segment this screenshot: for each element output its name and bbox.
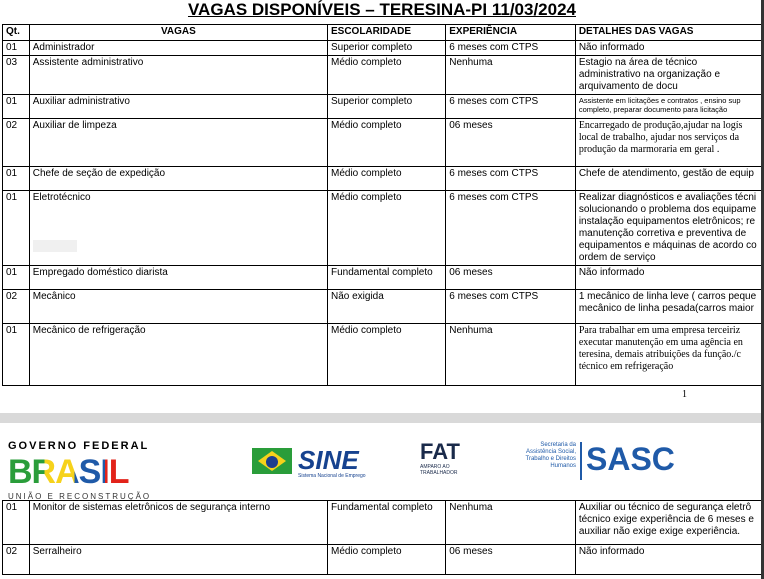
page-break: [0, 413, 764, 423]
header-qt: Qt.: [3, 25, 30, 41]
cell-detalhes: Não informado: [575, 545, 761, 575]
cell-detalhes: Assistente em licitações e contratos , ensino sup completo, preparar documento para licitação: [575, 95, 761, 119]
cell-vaga-text: Eletrotécnico: [32, 192, 91, 203]
cell-detalhes: Para trabalhar em uma empresa terceiriz executar manutenção em uma agência en teresina, demais atribuições da função./c técnico em refrigeração: [575, 324, 761, 386]
cell-detalhes: Estagio na área de técnico administrativo na organização e arquivamento de docu: [575, 56, 761, 95]
cell-vaga: Administrador: [29, 41, 327, 56]
sine-text: SINE: [298, 445, 359, 475]
table-row: [3, 95, 762, 119]
vacancies-table-page-2: [2, 500, 762, 575]
cell-escolaridade: Não exigida: [327, 290, 445, 324]
brasil-logo: [8, 454, 129, 490]
sasc-text: SASC: [586, 441, 675, 477]
header-detalhes: DETALHES DAS VAGAS: [575, 25, 761, 41]
header-experiencia: EXPERIÊNCIA: [446, 25, 576, 41]
cell-escolaridade: Médio completo: [327, 191, 445, 266]
cell-escolaridade: Médio completo: [327, 167, 445, 191]
cell-detalhes: Realizar diagnósticos e avaliações técni solucionando o problema dos equipame instalação equipamentos eletrônicos; re manutenção corretiva e preventiva de equipamentos e máquinas de acordo co ordem de serviço: [575, 191, 761, 266]
sine-sub: Sistema Nacional de Emprego: [298, 473, 366, 479]
cell-experiencia: 6 meses com CTPS: [446, 191, 576, 266]
cell-qt: 01: [3, 191, 30, 266]
cell-escolaridade: Médio completo: [327, 545, 445, 575]
table-row: [3, 266, 762, 290]
sasc-logo: [512, 440, 675, 484]
cell-detalhes: Auxiliar ou técnico de segurança eletrô técnico exige experiência de 6 meses e auxiliar não exige exige experiência.: [575, 501, 761, 545]
cell-vaga: Auxiliar de limpeza: [29, 119, 327, 167]
cell-detalhes: 1 mecânico de linha leve ( carros peque mecânico de linha pesada(carros maior: [575, 290, 761, 324]
cell-qt: 01: [3, 95, 30, 119]
table-row: [3, 41, 762, 56]
header-vagas: VAGAS: [29, 25, 327, 41]
cell-vaga: Assistente administrativo: [29, 56, 327, 95]
uniao-label: UNIÃO E RECONSTRUÇÃO: [8, 492, 152, 501]
cell-vaga: Empregado doméstico diarista: [29, 266, 327, 290]
page-title: VAGAS DISPONÍVEIS – TERESINA-PI 11/03/2024: [187, 0, 576, 19]
cell-experiencia: Nenhuma: [446, 324, 576, 386]
cell-qt: 01: [3, 324, 30, 386]
cell-vaga: Auxiliar administrativo: [29, 95, 327, 119]
page-number: 1: [682, 389, 687, 400]
cell-vaga: Serralheiro: [29, 545, 327, 575]
vacancies-table: [2, 24, 762, 386]
cell-experiencia: 06 meses: [446, 545, 576, 575]
cell-qt: 01: [3, 266, 30, 290]
table-row: [3, 119, 762, 167]
cell-qt: 02: [3, 290, 30, 324]
brasil-logo-text: BRASIL: [8, 453, 129, 491]
cell-escolaridade: Médio completo: [327, 324, 445, 386]
cell-experiencia: Nenhuma: [446, 501, 576, 545]
cell-experiencia: 06 meses: [446, 119, 576, 167]
header-escolaridade: ESCOLARIDADE: [327, 25, 445, 41]
table-row: [3, 501, 762, 545]
cell-detalhes: Encarregado de produção,ajudar na logís local de trabalho, ajudar nos serviços da produção da marmoraria em geral .: [575, 119, 761, 167]
cell-qt: 01: [3, 41, 30, 56]
cell-experiencia: 6 meses com CTPS: [446, 95, 576, 119]
cell-detalhes: Não informado: [575, 41, 761, 56]
cell-escolaridade: Médio completo: [327, 119, 445, 167]
cell-vaga: Monitor de sistemas eletrônicos de segurança interno: [29, 501, 327, 545]
fat-sub: AMPARO AO TRABALHADOR: [420, 464, 458, 476]
cell-escolaridade: Superior completo: [327, 41, 445, 56]
table-row: [3, 191, 762, 266]
logo-header: [0, 432, 764, 500]
cell-escolaridade: Superior completo: [327, 95, 445, 119]
gov-label: GOVERNO FEDERAL: [8, 440, 150, 452]
cell-escolaridade: Fundamental completo: [327, 266, 445, 290]
cell-qt: 01: [3, 501, 30, 545]
cell-detalhes: Não informado: [575, 266, 761, 290]
cell-qt: 01: [3, 167, 30, 191]
cell-qt: 03: [3, 56, 30, 95]
table-row: [3, 56, 762, 95]
sasc-divider: [580, 442, 582, 480]
redaction-mark: [33, 240, 77, 252]
sine-logo: [252, 445, 382, 479]
cell-experiencia: 6 meses com CTPS: [446, 290, 576, 324]
cell-qt: 02: [3, 119, 30, 167]
fat-text: FAT: [420, 439, 460, 464]
table-row: [3, 324, 762, 386]
cell-qt: 02: [3, 545, 30, 575]
sasc-small: Secretaria da Assistência Social, Trabalho e Direitos Humanos: [525, 442, 576, 469]
cell-vaga: [29, 191, 327, 266]
cell-vaga: Mecânico: [29, 290, 327, 324]
fat-logo: [420, 440, 466, 476]
cell-experiencia: 6 meses com CTPS: [446, 167, 576, 191]
cell-vaga: Chefe de seção de expedição: [29, 167, 327, 191]
cell-experiencia: Nenhuma: [446, 56, 576, 95]
flag-circle: [266, 456, 278, 468]
table-row: [3, 290, 762, 324]
table-row: [3, 545, 762, 575]
cell-experiencia: 06 meses: [446, 266, 576, 290]
table-row: [3, 167, 762, 191]
cell-escolaridade: Médio completo: [327, 56, 445, 95]
cell-experiencia: 6 meses com CTPS: [446, 41, 576, 56]
cell-escolaridade: Fundamental completo: [327, 501, 445, 545]
cell-vaga: Mecânico de refrigeração: [29, 324, 327, 386]
cell-detalhes: Chefe de atendimento, gestão de equip: [575, 167, 761, 191]
